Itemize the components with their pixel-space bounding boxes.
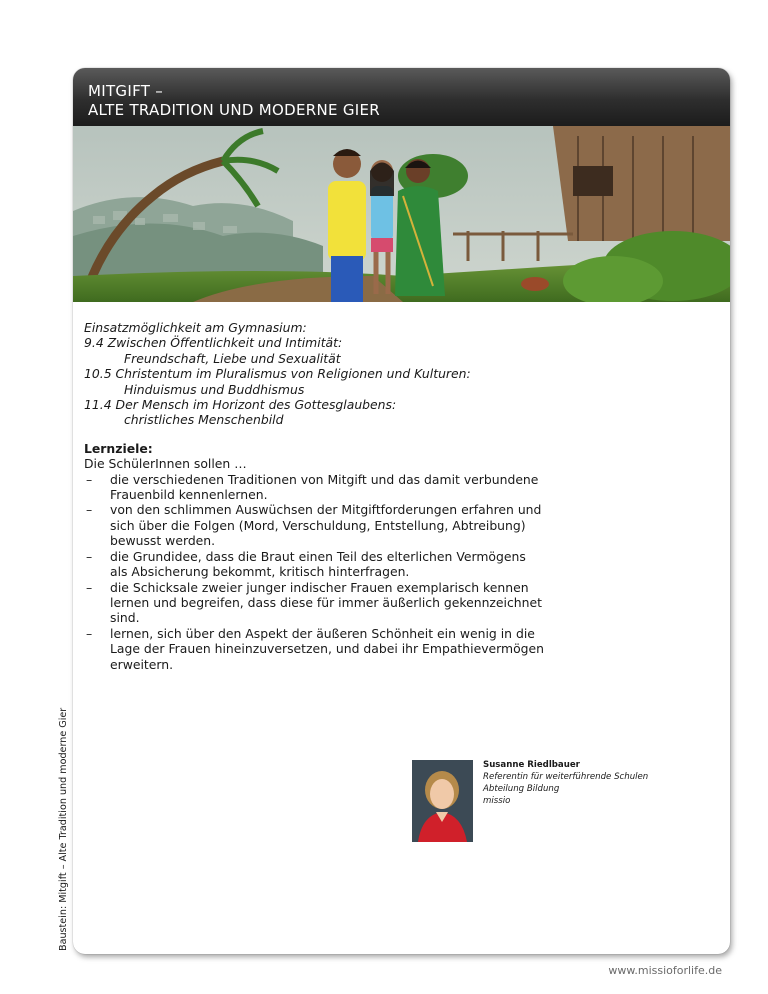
usage-heading: Einsatzmöglichkeit am Gymnasium: (84, 320, 307, 335)
goal-line: von den schlimmen Auswüchsen der Mitgiftforderungen erfahren und (110, 502, 542, 518)
goal-line: erweitern. (110, 656, 174, 672)
goal-line: lernen, sich über den Aspekt der äußeren Schönheit ein wenig in die (110, 625, 535, 641)
goal-line: sich über die Folgen (Mord, Verschuldung, Entstellung, Abtreibung) (110, 517, 526, 533)
dash-bullet: – (86, 625, 93, 641)
usage-item-2: 10.5 Christentum im Pluralismus von Religionen und Kulturen: (84, 366, 471, 382)
list-item (84, 502, 704, 548)
goal-line: sind. (110, 610, 140, 626)
list-item (84, 626, 704, 672)
title-banner (73, 68, 730, 126)
author-photo (412, 760, 473, 842)
goal-line: Lage der Frauen hineinzuversetzen, und dabei ihr Empathievermögen (110, 641, 545, 657)
list-item (84, 549, 704, 580)
usage-item-1: 9.4 Zwischen Öffentlichkeit und Intimität: (84, 335, 343, 351)
page-title-line-1: MITGIFT – (88, 82, 164, 100)
list-item (84, 580, 704, 626)
author-role: Referentin für weiterführende Schulen (483, 772, 649, 782)
dash-bullet: – (86, 471, 93, 487)
usage-item-2-sub: Hinduismus und Buddhismus (124, 381, 305, 397)
usage-item-3-sub: christliches Menschenbild (124, 412, 284, 428)
cover-illustration (73, 126, 730, 302)
page-title-line-2: ALTE TRADITION UND MODERNE GIER (88, 101, 380, 119)
usage-item-3: 11.4 Der Mensch im Horizont des Gottesglaubens: (84, 397, 397, 413)
goal-line: die verschiedenen Traditionen von Mitgift und das damit verbundene (110, 471, 539, 487)
goal-line: lernen und begreifen, dass diese für immer äußerlich gekennzeichnet (110, 594, 542, 610)
author-info (483, 759, 703, 807)
sidebar-label: Baustein: Mitgift – Alte Tradition und moderne Gier (58, 707, 69, 951)
goal-line: Frauenbild kennenlernen. (110, 487, 268, 503)
goals-list (84, 472, 704, 672)
goal-line: die Schicksale zweier junger indischer Frauen exemplarisch kennen (110, 579, 529, 595)
dash-bullet: – (86, 502, 93, 518)
goal-line: bewusst werden. (110, 533, 216, 549)
list-item (84, 472, 704, 503)
usage-item-1-sub: Freundschaft, Liebe und Sexualität (124, 350, 341, 366)
content-card (73, 68, 730, 954)
footer-url[interactable]: www.missioforlife.de (608, 964, 722, 977)
goal-line: die Grundidee, dass die Braut einen Teil des elterlichen Vermögens (110, 548, 526, 564)
goal-line: als Absicherung bekommt, kritisch hinterfragen. (110, 564, 410, 580)
author-department: Abteilung Bildung (483, 784, 560, 794)
dash-bullet: – (86, 579, 93, 595)
goals-heading: Lernziele: (84, 440, 153, 456)
dash-bullet: – (86, 548, 93, 564)
goals-intro: Die SchülerInnen sollen … (84, 456, 247, 472)
author-name: Susanne Riedlbauer (483, 760, 580, 770)
main-text (84, 320, 704, 672)
author-organization: missio (483, 796, 511, 806)
